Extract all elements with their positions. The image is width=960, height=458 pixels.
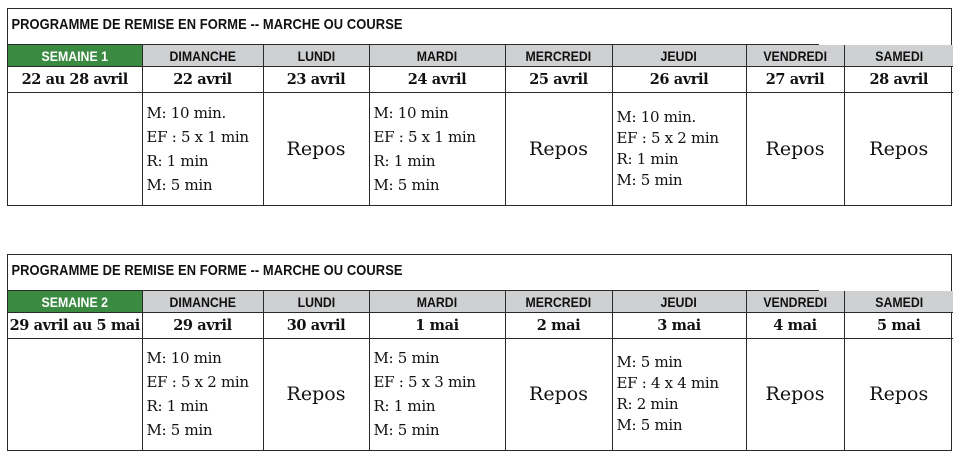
session-cell — [369, 339, 505, 450]
date-cell: 3 mai — [612, 313, 746, 339]
workout-line: M: 5 min — [616, 416, 683, 435]
workout-line: R: 1 min — [373, 151, 436, 170]
program-table-week-2 — [7, 254, 952, 451]
workout-line: R: 1 min — [146, 151, 209, 170]
empty-cell — [8, 93, 142, 205]
workout-line: EF : 4 x 4 min — [616, 374, 719, 393]
workout-line: R: 1 min — [373, 397, 436, 416]
workout-line: R: 2 min — [616, 395, 679, 414]
date-cell: 26 avril — [612, 67, 746, 93]
rest-day-cell: Repos — [263, 93, 369, 205]
workout-line: M: 10 min. — [146, 103, 226, 122]
day-header-mercredi: MERCREDI — [505, 45, 612, 67]
workout-line: M: 10 min — [373, 103, 449, 122]
day-header-mardi: MARDI — [369, 45, 505, 67]
date-cell: 5 mai — [844, 313, 953, 339]
empty-cell — [8, 339, 142, 450]
date-cell: 25 avril — [505, 67, 612, 93]
workout-line: EF : 5 x 2 min — [146, 373, 249, 392]
day-header-mercredi: MERCREDI — [505, 291, 612, 313]
date-cell: 24 avril — [369, 67, 505, 93]
workout-line: EF : 5 x 3 min — [373, 373, 476, 392]
workout-line: M: 5 min — [616, 170, 683, 189]
program-table-week-1 — [7, 8, 952, 206]
date-cell: 27 avril — [746, 67, 844, 93]
date-cell: 23 avril — [263, 67, 369, 93]
program-title: PROGRAMME DE REMISE EN FORME -- MARCHE OU COURSE — [8, 255, 819, 291]
program-title: PROGRAMME DE REMISE EN FORME -- MARCHE OU COURSE — [8, 9, 819, 45]
workout-line: EF : 5 x 1 min — [146, 127, 249, 146]
session-cell — [369, 93, 505, 205]
date-cell: 2 mai — [505, 313, 612, 339]
date-cell: 28 avril — [844, 67, 953, 93]
session-cell — [142, 93, 263, 205]
rest-day-cell: Repos — [844, 339, 953, 450]
workout-line: M: 10 min. — [616, 107, 696, 126]
day-header-lundi: LUNDI — [263, 291, 369, 313]
workout-line: M: 10 min — [146, 349, 222, 368]
workout-line: EF : 5 x 2 min — [616, 128, 719, 147]
day-header-samedi: SAMEDI — [844, 45, 953, 67]
rest-day-cell: Repos — [263, 339, 369, 450]
session-cell — [612, 93, 746, 205]
day-header-vendredi: VENDREDI — [746, 45, 844, 67]
day-header-jeudi: JEUDI — [612, 45, 746, 67]
day-header-vendredi: VENDREDI — [746, 291, 844, 313]
week-label: SEMAINE 2 — [8, 291, 142, 313]
workout-line: M: 5 min — [146, 175, 213, 194]
week-range: 29 avril au 5 mai — [8, 313, 142, 339]
week-range: 22 au 28 avril — [8, 67, 142, 93]
schedule-grid — [8, 291, 953, 450]
session-cell — [142, 339, 263, 450]
day-header-samedi: SAMEDI — [844, 291, 953, 313]
day-header-mardi: MARDI — [369, 291, 505, 313]
day-header-dimanche: DIMANCHE — [142, 291, 263, 313]
date-cell: 4 mai — [746, 313, 844, 339]
workout-line: M: 5 min — [373, 421, 440, 440]
schedule-grid — [8, 45, 953, 205]
workout-line: EF : 5 x 1 min — [373, 127, 476, 146]
day-header-jeudi: JEUDI — [612, 291, 746, 313]
week-label: SEMAINE 1 — [8, 45, 142, 67]
date-cell: 30 avril — [263, 313, 369, 339]
workout-line: R: 1 min — [616, 149, 679, 168]
workout-line: M: 5 min — [373, 349, 440, 368]
date-cell: 29 avril — [142, 313, 263, 339]
workout-line: M: 5 min — [373, 175, 440, 194]
rest-day-cell: Repos — [746, 93, 844, 205]
day-header-dimanche: DIMANCHE — [142, 45, 263, 67]
date-cell: 22 avril — [142, 67, 263, 93]
session-cell — [612, 339, 746, 450]
rest-day-cell: Repos — [746, 339, 844, 450]
workout-line: M: 5 min — [146, 421, 213, 440]
rest-day-cell: Repos — [505, 93, 612, 205]
day-header-lundi: LUNDI — [263, 45, 369, 67]
rest-day-cell: Repos — [844, 93, 953, 205]
date-cell: 1 mai — [369, 313, 505, 339]
rest-day-cell: Repos — [505, 339, 612, 450]
workout-line: M: 5 min — [616, 353, 683, 372]
workout-line: R: 1 min — [146, 397, 209, 416]
